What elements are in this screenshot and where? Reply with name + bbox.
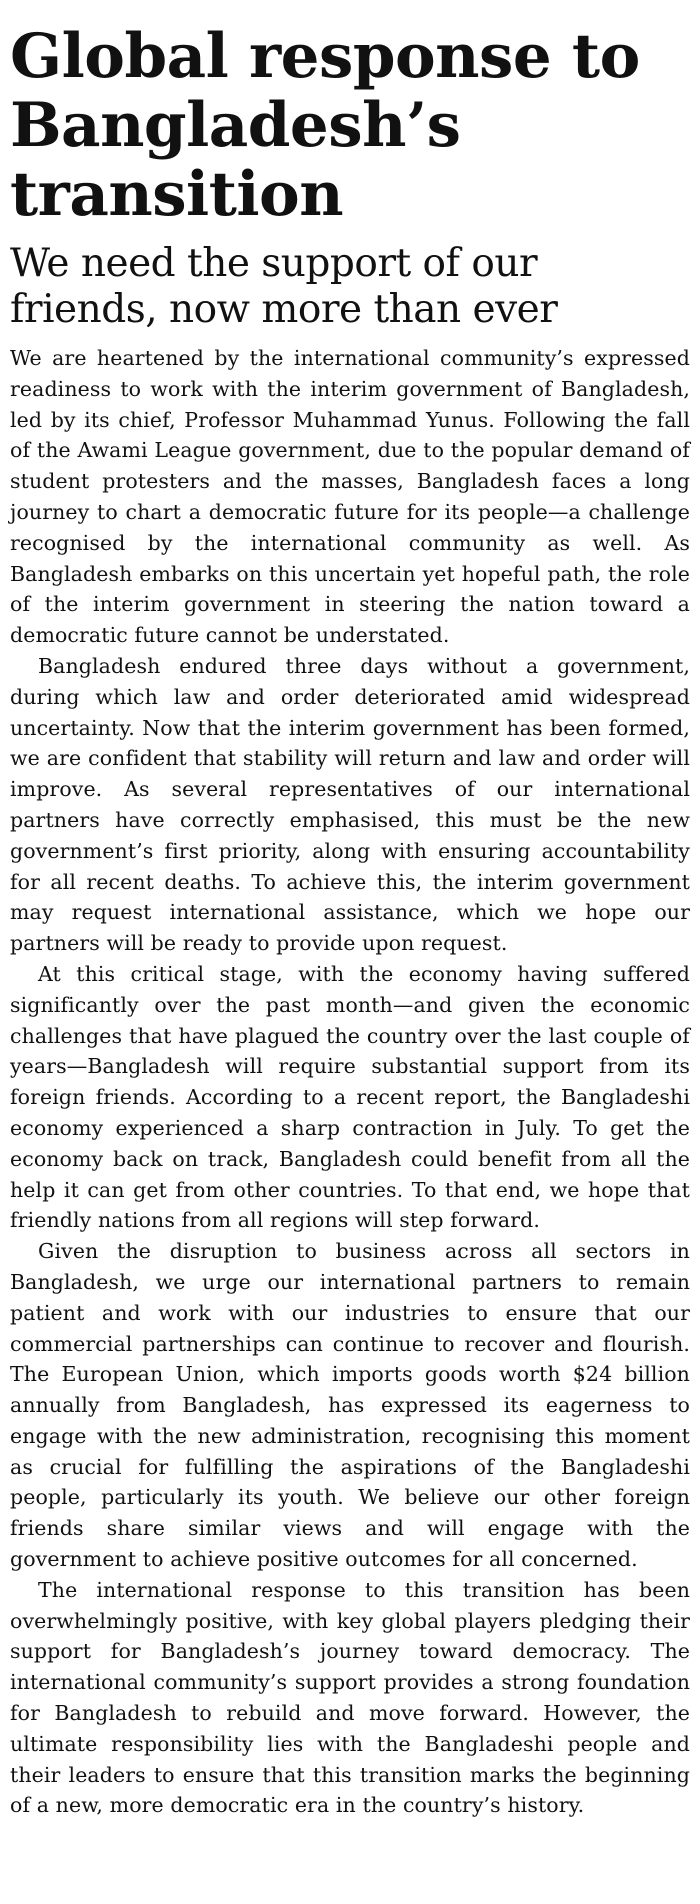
editorial-article (10, 22, 690, 1821)
paragraph-1: We are heartened by the international community’s expressed readiness to work with the interim government of Bangladesh, led by its chief, Professor Muhammad Yunus. Following the fall of the Awami League government, due to the popular demand of student protesters and the masses, Bangladesh faces a long journey to chart a democratic future for its people—a challenge recognised by the international community as well. As Bangladesh embarks on this uncertain yet hopeful path, the role of the interim government in steering the nation toward a democratic future cannot be understated. (10, 346, 690, 648)
paragraph-3: At this critical stage, with the economy having suffered significantly over the past month—and given the economic challenges that have plagued the country over the last couple of years—Bangladesh will require substantial support from its foreign friends. According to a recent report, the Bangladeshi economy experienced a sharp contraction in July. To get the economy back on track, Bangladesh could benefit from all the help it can get from other countries. To that end, we hope that friendly nations from all regions will step forward. (10, 961, 690, 1233)
paragraph-5: The international response to this transition has been overwhelmingly positive, with key global players pledging their support for Bangladesh’s journey toward democracy. The international community’s support provides a strong foundation for Bangladesh to rebuild and move forward. However, the ultimate responsibility lies with the Bangladeshi people and their leaders to ensure that this transition marks the beginning of a new, more democratic era in the country’s history. (10, 1577, 690, 1818)
article-body (10, 343, 690, 1821)
paragraph-4: Given the disruption to business across all sectors in Bangladesh, we urge our international partners to remain patient and work with our industries to ensure that our commercial partnerships can continue to recover and flourish. The European Union, which imports goods worth $24 billion annually from Bangladesh, has expressed its eagerness to engage with the new administration, recognising this moment as crucial for fulfilling the aspirations of the Bangladeshi people, particularly its youth. We believe our other foreign friends share similar views and will engage with the government to achieve positive outcomes for all concerned. (10, 1239, 690, 1572)
headline: Global response to Bangladesh’s transition (10, 21, 640, 230)
paragraph-2: Bangladesh endured three days without a government, during which law and order deteriorated amid widespread uncertainty. Now that the interim government has been formed, we are confident that stability will return and law and order will improve. As several representatives of our international partners have correctly emphasised, this must be the new government’s first priority, along with ensuring accountability for all recent deaths. To achieve this, the interim government may request international assistance, which we hope our partners will be ready to provide upon request. (10, 653, 690, 956)
subheadline: We need the support of our friends, now more than ever (10, 241, 558, 332)
